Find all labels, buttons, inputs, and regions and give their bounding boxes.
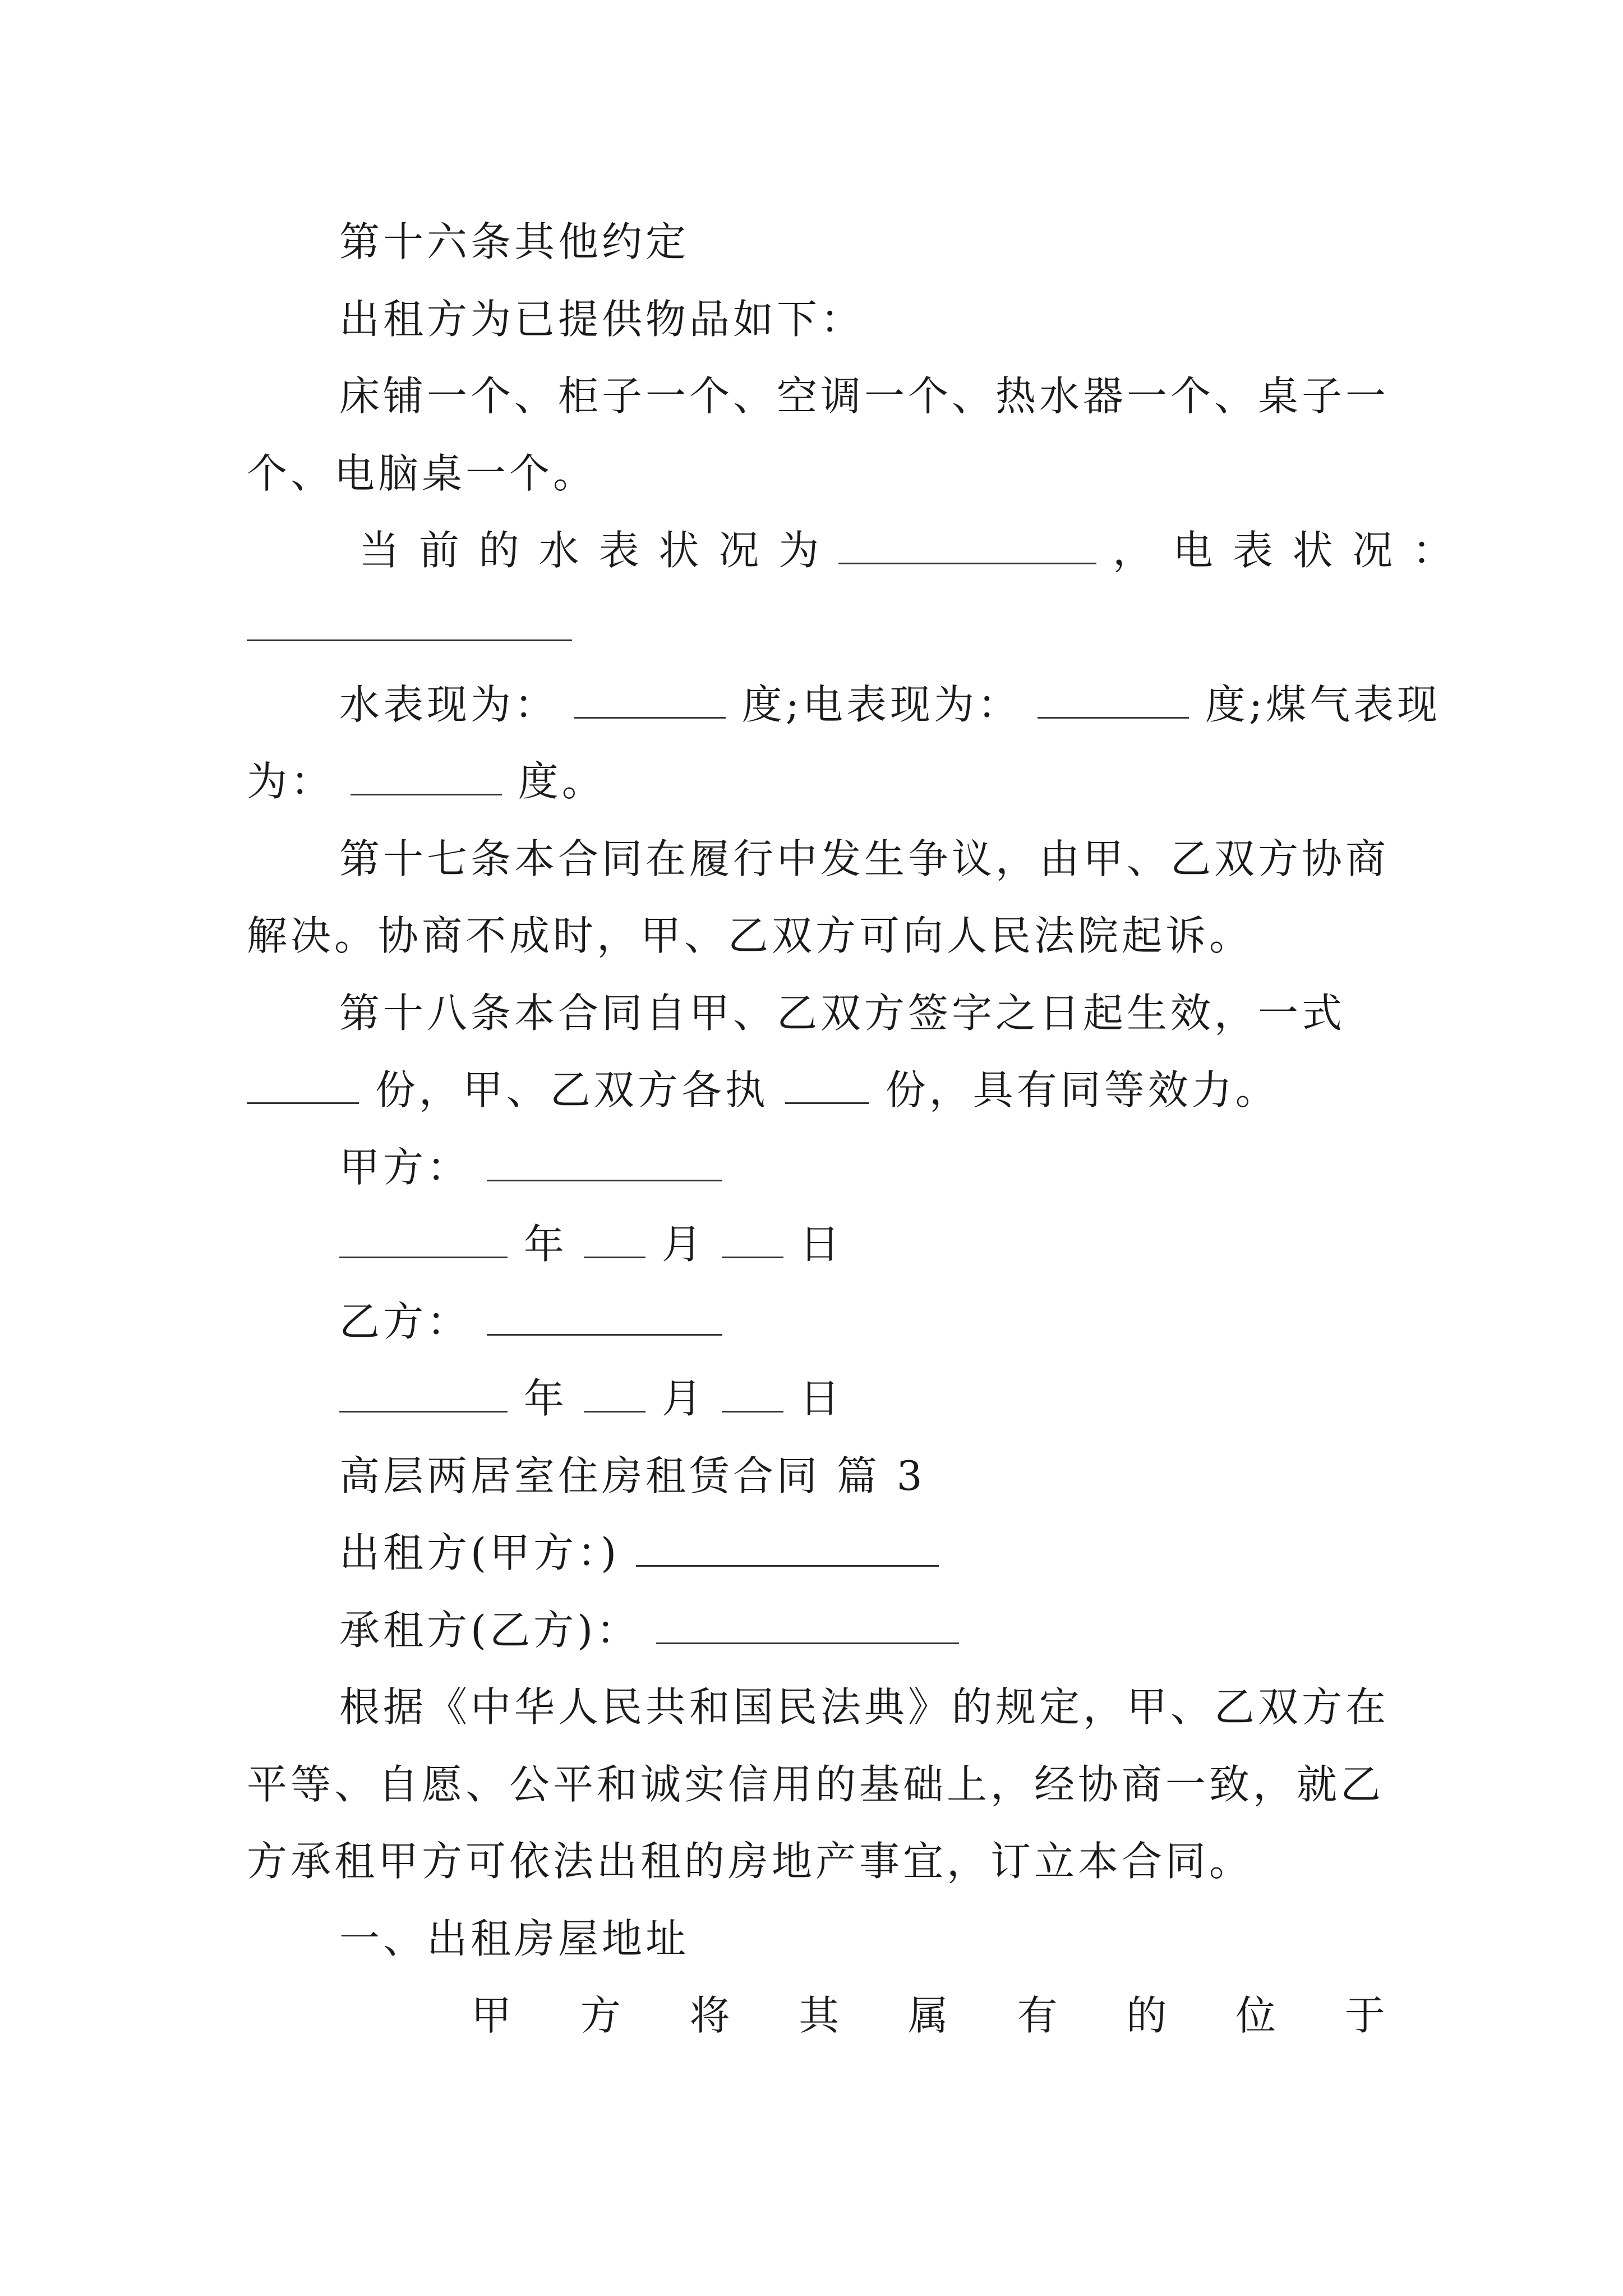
copies-text-b: 份，具有同等效力。: [885, 1066, 1279, 1114]
gas-reading-unit: 度。: [518, 758, 606, 805]
section-1-heading: 一、出租房屋地址: [339, 1915, 690, 1962]
party-a-signature-line: [339, 1144, 722, 1191]
party-b-month-label: 月: [661, 1375, 706, 1422]
lessor-blank: [636, 1557, 939, 1567]
location-char: 甲: [471, 1992, 512, 2039]
gas-reading-label: 度;煤气表现: [1205, 681, 1441, 728]
party-b-signature-line: [339, 1298, 722, 1345]
location-char: 将: [689, 1992, 730, 2039]
party-b-day-label: 日: [799, 1375, 843, 1422]
preamble-line3: 方承租甲方可依法出租的房地产事宜，订立本合同。: [247, 1838, 1253, 1885]
gas-reading-prefix: 为：: [247, 758, 335, 805]
party-a-month-label: 月: [661, 1221, 706, 1268]
party-b-year-label: 年: [523, 1375, 568, 1422]
copies-total-blank: [247, 1094, 359, 1104]
party-b-signature-blank: [487, 1326, 722, 1336]
gas-reading-blank: [351, 786, 502, 795]
party-a-year-label: 年: [523, 1221, 568, 1268]
party-b-month-blank: [584, 1403, 645, 1412]
provided-items-list-line1: 床铺一个、柜子一个、空调一个、热水器一个、桌子一: [339, 372, 1390, 420]
meter-readings-line1: [339, 681, 1441, 728]
water-meter-status-label: 当 前 的 水 表 状 况 为: [359, 527, 823, 574]
lessor-label: 出租方(甲方：): [339, 1529, 620, 1576]
electric-reading-blank: [1038, 709, 1189, 719]
electric-meter-status-label: ， 电 表 状 况 ：: [1113, 527, 1456, 574]
preamble-line2: 平等、自愿、公平和诚实信用的基础上，经协商一致，就乙: [247, 1761, 1385, 1808]
electric-reading-label: 度;电表现为：: [741, 681, 1022, 728]
location-char: 位: [1235, 1992, 1276, 2039]
party-a-date-line: [339, 1221, 843, 1268]
location-char: 于: [1344, 1992, 1385, 2039]
party-a-day-blank: [722, 1249, 783, 1258]
location-char: 有: [1017, 1992, 1058, 2039]
property-location-line: [471, 1992, 1385, 2039]
copies-each-blank: [785, 1094, 869, 1104]
copies-text-a: 份，甲、乙双方各执: [375, 1066, 769, 1114]
article-17-line2: 解决。协商不成时，甲、乙双方可向人民法院起诉。: [247, 912, 1253, 959]
meter-status-line: [359, 527, 1456, 574]
lessee-line: [339, 1607, 959, 1654]
provided-items-intro: 出租方为已提供物品如下：: [339, 296, 865, 343]
preamble-line1: 根据《中华人民共和国民法典》的规定，甲、乙双方在: [339, 1683, 1390, 1731]
article-17-line1: 第十七条本合同在履行中发生争议，由甲、乙双方协商: [339, 835, 1390, 882]
party-a-label: 甲方：: [339, 1144, 471, 1191]
party-a-month-blank: [584, 1249, 645, 1258]
location-char: 方: [580, 1992, 621, 2039]
meter-readings-line2: [247, 758, 606, 805]
article-18-line1: 第十八条本合同自甲、乙双方签字之日起生效，一式: [339, 990, 1346, 1037]
provided-items-list-line2: 个、电脑桌一个。: [247, 450, 597, 497]
party-a-year-blank: [339, 1249, 508, 1258]
lessor-line: [339, 1529, 939, 1576]
location-char: 属: [907, 1992, 948, 2039]
party-a-signature-blank: [487, 1172, 722, 1181]
party-b-day-blank: [722, 1403, 783, 1412]
water-reading-label: 水表现为：: [339, 681, 559, 728]
party-b-year-blank: [339, 1403, 508, 1412]
electric-meter-status-blank: [247, 639, 572, 641]
location-char: 其: [799, 1992, 840, 2039]
party-b-date-line: [339, 1375, 843, 1422]
section-title-part3: 高层两居室住房租赁合同 篇 3: [339, 1452, 926, 1499]
article-18-line2: [247, 1066, 1279, 1114]
party-a-day-label: 日: [799, 1221, 843, 1268]
article-16-heading: 第十六条其他约定: [339, 218, 690, 265]
party-b-label: 乙方：: [339, 1298, 471, 1345]
water-reading-blank: [574, 709, 726, 719]
location-char: 的: [1126, 1992, 1167, 2039]
water-meter-status-blank: [838, 555, 1096, 564]
lessee-label: 承租方(乙方)：: [339, 1607, 640, 1654]
lessee-blank: [656, 1635, 959, 1644]
